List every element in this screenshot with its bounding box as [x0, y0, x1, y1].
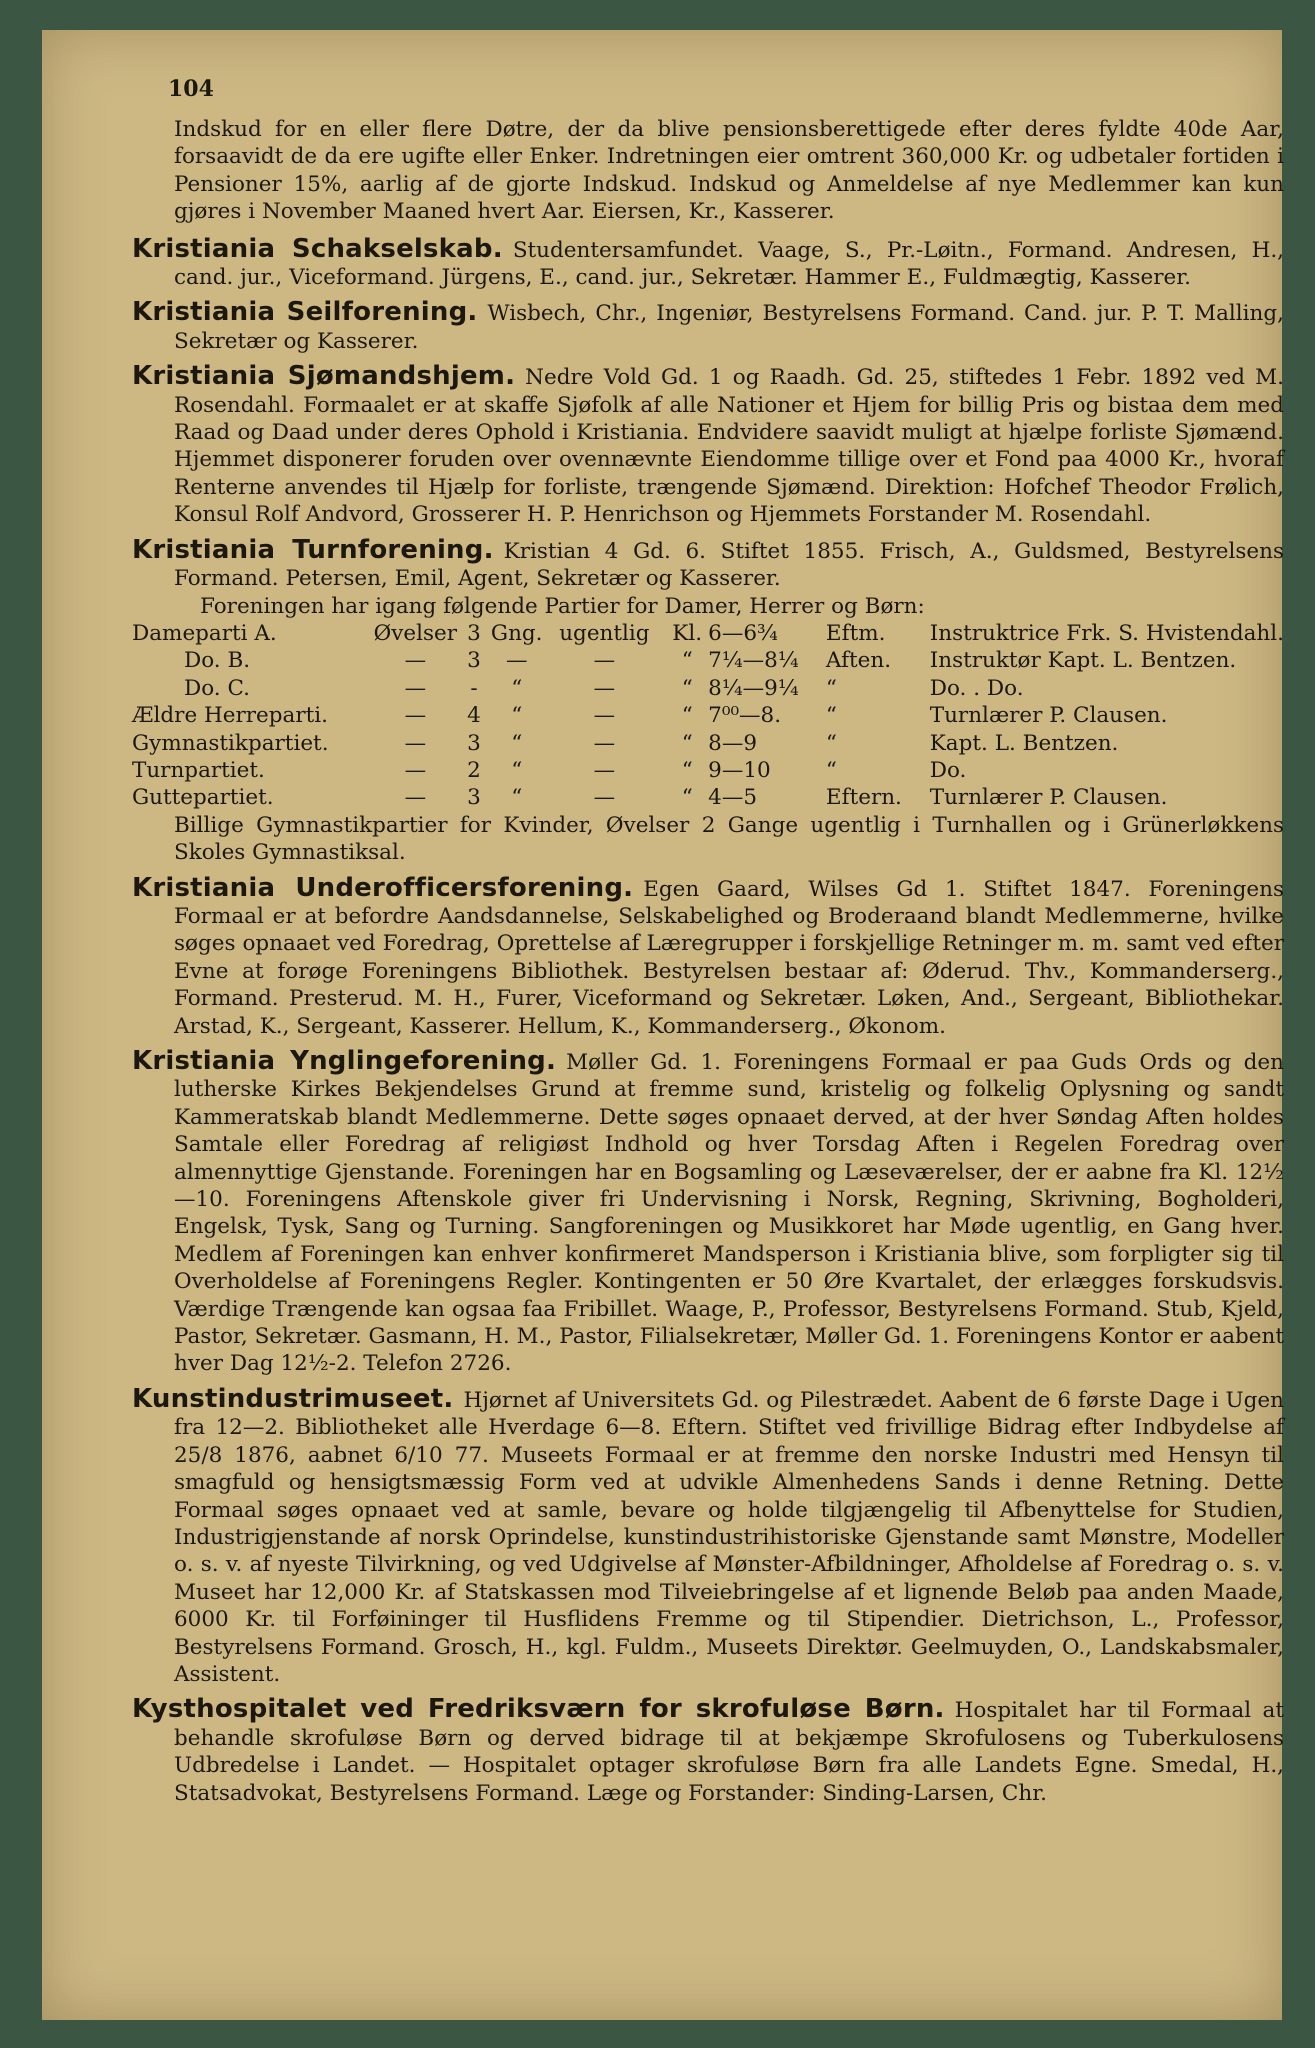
entry-text: Kristian 4 Gd. 6. Stiftet 1855. Frisch, A., Guldsmed, Bestyrelsens Formand. Petersen, Emil, Agent, Sekretær og Kasserer.	[174, 538, 1284, 592]
parties-intro: Foreningen har igang følgende Partier for Damer, Herrer og Børn:	[200, 593, 925, 619]
entry-text: Møller Gd. 1. Foreningens Formaal er paa Guds Ords og den lutherske Kirkes Bekjendelses Grund at fremme sund, kristelig og folkelig Oplysning og sandt Kammeratskab blandt Medlemmerne. Dette søges opnaaet derved, at der hver Søndag Aften holdes Samtale eller Foredrag af religiøst Indhold og hver Torsdag Aften i Regelen Foredrag over almennyttige Gjenstande. Foreningen har en Bogsamling og Læseværelser, der er aabne fra Kl. 12½—10. Foreningens Aftenskole giver fri Undervisning i Norsk, Regning, Skrivning, Bogholderi, Engelsk, Tysk, Sang og Turning. Sangforeningen og Musikkoret har Møde ugentlig, en Gang hver. Medlem af Foreningen kan enhver konfirmeret Mandsperson i Kristiania blive, som forpligter sig til Overholdelse af Foreningens Regler. Kontingenten er 50 Øre Kvartalet, der erlægges forskudsvis. Værdige Trængende kan ogsaa faa Fribillet. Waage, P., Professor, Bestyrelsens Formand. Stub, Kjeld, Pastor, Sekretær. Gasmann, H. M., Pastor, Filialsekretær, Møller Gd. 1. Foreningens Kontor er aabent hver Dag 12½-2. Telefon 2726.	[174, 1050, 1284, 1377]
party-row	[132, 784, 1284, 811]
party-cell: -	[470, 675, 478, 701]
party-cell: 3	[467, 648, 481, 674]
entry-text: Wisbech, Chr., Ingeniør, Bestyrelsens Formand. Cand. jur. P. T. Malling, Sekretær og Kasserer.	[174, 301, 1284, 354]
party-cell: 4—5	[708, 785, 757, 811]
party-cell: “	[681, 757, 693, 783]
party-cell: “	[825, 730, 837, 756]
party-cell: “	[511, 703, 523, 729]
party-row	[132, 730, 1284, 757]
party-cell: —	[404, 785, 427, 811]
party-cell: 2	[467, 757, 481, 783]
party-cell: Turnpartiet.	[132, 757, 265, 783]
party-cell: —	[593, 730, 616, 756]
party-cell: “	[825, 703, 837, 729]
party-cell: Kapt. L. Bentzen.	[929, 730, 1119, 756]
page-number: 104	[168, 76, 214, 102]
entry-heading: Kristiania Underofficersforening.	[132, 872, 634, 903]
party-cell: Do.	[929, 757, 967, 783]
entry-heading: Kunstindustrimuseet.	[132, 1383, 454, 1414]
party-cell: “	[681, 703, 693, 729]
party-cell: Eftm.	[825, 620, 886, 646]
party-cell: 3	[467, 620, 481, 646]
entry-text: Studentersamfundet. Vaage, S., Pr.-Løitn., Formand. Andresen, H., cand. jur., Viceformand. Jürgens, E., cand. jur., Sekretær. Hammer E., Fuldmægtig, Kasserer.	[174, 237, 1284, 291]
party-cell: —	[404, 757, 427, 783]
entry-turnforening	[132, 534, 1284, 593]
party-cell: Gymnastikpartiet.	[132, 730, 329, 756]
party-cell: 7⁰⁰—8.	[708, 703, 782, 729]
party-cell: Ældre Herreparti.	[132, 703, 328, 729]
party-cell: Øvelser	[373, 620, 458, 646]
entry-text: Nedre Vold Gd. 1 og Raadh. Gd. 25, stiftedes 1 Febr. 1892 ved M. Rosendahl. Formaalet er at skaffe Sjøfolk af alle Nationer et Hjem for billig Pris og bistaa dem med Raad og Daad under deres Ophold i Kristiania. Endvidere saavidt muligt at hjælpe forliste Sjømænd. Hjemmet disponerer foruden over ovennævnte Eiendomme tillige over et Fond paa 4000 Kr., hvoraf Renterne anvendes til Hjælp for forliste, trængende Sjømænd. Direktion: Hofchef Theodor Frølich, Konsul Rolf Andvord, Grosserer H. P. Henrichson og Hjemmets Forstander M. Rosendahl.	[174, 365, 1284, 528]
entry-sjomandshjem	[132, 363, 1284, 528]
party-cell: “	[681, 785, 693, 811]
page-text	[132, 72, 1284, 1815]
party-cell: Aften.	[825, 648, 892, 674]
party-cell: 6—6¾	[708, 620, 778, 646]
party-cell: Guttepartiet.	[132, 785, 274, 811]
entry-kunstindustrimuseet	[132, 1383, 1284, 1688]
entry-ynglingeforening	[132, 1048, 1284, 1378]
party-cell: —	[593, 675, 616, 701]
party-row	[132, 702, 1284, 729]
party-cell: —	[593, 648, 616, 674]
party-cell: Eftern.	[825, 785, 902, 811]
party-row	[132, 757, 1284, 784]
party-cell: —	[404, 648, 427, 674]
party-cell: 8—9	[708, 730, 757, 756]
parties-note: Billige Gymnastikpartier for Kvinder, Øvelser 2 Gange ugentlig i Turnhallen og i Grünerløkkens Skoles Gymnastiksal.	[174, 812, 1284, 866]
party-cell: —	[505, 648, 528, 674]
party-cell: —	[593, 785, 616, 811]
party-cell: Gng.	[490, 620, 543, 646]
party-cell: 9—10	[708, 757, 771, 783]
entry-text: Hjørnet af Universitets Gd. og Pilestrædet. Aabent de 6 første Dage i Ugen fra 12—2. Bibliotheket alle Hverdage 6—8. Eftern. Stiftet ved frivillige Bidrag efter Indbydelse af 25/8 1876, aabnet 6/10 77. Museets Formaal er at fremme den norske Industri med Hensyn til smagfuld og hensigtsmæssig Form ved at udvikle Almenhedens Sands i denne Retning. Dette Formaal søges opnaaet ved at samle, bevare og holde tilgjængelig til Afbenyttelse for Studien, Industrigjenstande af norsk Oprindelse, kunstindustrihistoriske Gjenstande samt Mønstre, Modeller o. s. v. af nyeste Tilvirkning, og ved Udgivelse af Mønster-Afbildninger, Afholdelse af Foredrag o. s. v. Museet har 12,000 Kr. af Statskassen mod Tilveiebringelse af et lignende Beløb paa anden Maade, 6000 Kr. til Forføininger til Husflidens Fremme og til Stipendier. Dietrichson, L., Professor, Bestyrelsens Formand. Grosch, H., kgl. Fuldm., Museets Direktør. Geelmuyden, O., Landskabsmaler, Assistent.	[174, 1387, 1284, 1687]
party-cell: Turnlærer P. Clausen.	[929, 703, 1168, 729]
entry-heading: Kristiania Sjømandshjem.	[132, 361, 516, 392]
party-cell: “	[511, 757, 523, 783]
party-cell: “	[681, 730, 693, 756]
party-cell: 8¼—9¼	[708, 675, 799, 701]
party-cell: Kl.	[672, 620, 703, 646]
continued-paragraph: Indskud for en eller flere Døtre, der da blive pensionsberettigede efter deres fyldte 40de Aar, forsaavidt de da ere ugifte eller Enker. Indretningen eier omtrent 360,000 Kr. og udbetaler fortiden i Pensioner 15%, aarlig af de gjorte Indskud. Indskud og Anmeldelse af nye Medlemmer kan kun gjøres i November Maaned hvert Aar. Eiersen, Kr., Kasserer.	[174, 117, 1284, 225]
entry-underofficersforening	[132, 872, 1284, 1040]
party-cell: —	[404, 675, 427, 701]
party-cell: “	[681, 675, 693, 701]
party-cell: “	[681, 648, 693, 674]
entry-kysthospitalet	[132, 1696, 1284, 1807]
party-row	[132, 675, 1284, 702]
entry-text: Egen Gaard, Wilses Gd 1. Stiftet 1847. Foreningens Formaal er at befordre Aandsdannelse, Selskabelighed og Broderaand blandt Medlemmerne, hvilke søges opnaaet ved Foredrag, Oprettelse af Læregrupper i forskjellige Retninger m. m. samt ved efter Evne at forøge Foreningens Bibliothek. Bestyrelsen bestaar af: Øderud. Thv., Kommanderserg., Formand. Presterud. M. H., Furer, Viceformand og Sekretær. Løken, And., Sergeant, Bibliothekar. Arstad, K., Sergeant, Kasserer. Hellum, K., Kommanderserg., Økonom.	[174, 876, 1284, 1039]
party-cell: Do. C.	[184, 675, 250, 701]
party-cell: 7¼—8¼	[708, 648, 799, 674]
party-cell: “	[511, 785, 523, 811]
entry-seilforening	[132, 299, 1284, 355]
party-row	[132, 647, 1284, 674]
party-cell: Do. . Do.	[929, 675, 1024, 701]
party-cell: 4	[467, 703, 481, 729]
entry-text: Hospitalet har til Formaal at behandle skrofuløse Børn og derved bidrage til at bekjæmpe Skrofulosens og Tuberkulosens Udbredelse i Landet. — Hospitalet optager skrofuløse Børn fra alle Landets Egne. Smedal, H., Statsadvokat, Bestyrelsens Formand. Læge og Forstander: Sinding-Larsen, Chr.	[174, 1698, 1284, 1806]
entry-heading: Kristiania Turnforening.	[132, 534, 494, 565]
party-row	[132, 620, 1284, 647]
party-cell: Turnlærer P. Clausen.	[929, 785, 1168, 811]
party-cell: “	[511, 730, 523, 756]
party-cell: Instruktør Kapt. L. Bentzen.	[929, 648, 1237, 674]
party-cell: “	[825, 675, 837, 701]
parties-table	[132, 620, 1284, 812]
party-cell: —	[593, 757, 616, 783]
entry-heading: Kristiania Seilforening.	[132, 297, 478, 328]
party-cell: Instruktrice Frk. S. Hvistendahl.	[929, 620, 1284, 646]
party-cell: “	[825, 757, 837, 783]
entry-heading: Kristiania Schakselskab.	[132, 233, 503, 264]
party-cell: 3	[467, 785, 481, 811]
entry-heading: Kysthospitalet ved Fredriksværn for skrofuløse Børn.	[132, 1694, 945, 1725]
party-cell: Do. B.	[184, 648, 251, 674]
entry-heading: Kristiania Ynglingeforening.	[132, 1046, 557, 1076]
party-cell: Dameparti A.	[132, 620, 277, 646]
entry-schakselskab	[132, 233, 1284, 292]
party-cell: —	[593, 703, 616, 729]
party-cell: 3	[467, 730, 481, 756]
party-cell: —	[404, 730, 427, 756]
party-cell: ugentlig	[559, 620, 650, 646]
party-cell: —	[404, 703, 427, 729]
party-cell: “	[511, 675, 523, 701]
